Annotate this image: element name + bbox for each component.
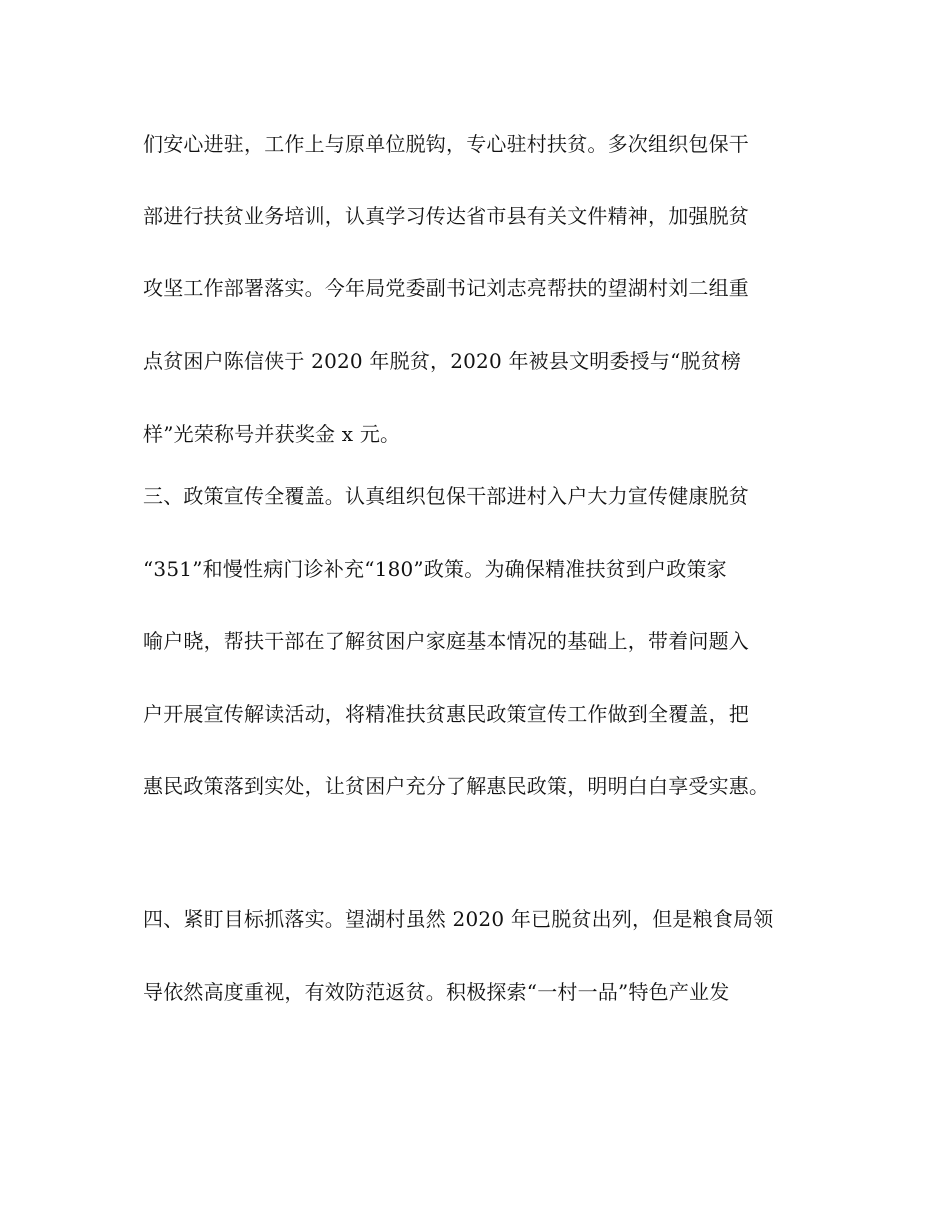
section-heading-line: 三、政策宣传全覆盖。认真组织包保干部进村入户大力宣传健康脱贫 — [143, 484, 749, 508]
body-text-line: 户开展宣传解读活动，将精准扶贫惠民政策宣传工作做到全覆盖，把 — [143, 702, 749, 726]
body-text-line: 导依然高度重视，有效防范返贫。积极探索“一村一品”特色产业发 — [143, 980, 730, 1004]
body-text-line: “351”和慢性病门诊补充“180”政策。为确保精准扶贫到户政策家 — [143, 557, 727, 581]
body-text-line: 惠民政策落到实处，让贫困户充分了解惠民政策，明明白白享受实惠。 — [143, 774, 770, 798]
body-text-line: 点贫困户陈信侠于 2020 年脱贫，2020 年被县文明委授与“脱贫榜 — [143, 349, 742, 373]
body-text-line: 样”光荣称号并获奖金 x 元。 — [143, 422, 401, 446]
body-text-line: 喻户晓，帮扶干部在了解贫困户家庭基本情况的基础上，带着问题入 — [143, 629, 749, 653]
body-text-line: 部进行扶贫业务培训，认真学习传达省市县有关文件精神，加强脱贫 — [143, 204, 749, 228]
body-text-line: 们安心进驻，工作上与原单位脱钩，专心驻村扶贫。多次组织包保干 — [143, 132, 749, 156]
section-heading-line: 四、紧盯目标抓落实。望湖村虽然 2020 年已脱贫出列，但是粮食局领 — [143, 907, 774, 931]
body-text-line: 攻坚工作部署落实。今年局党委副书记刘志亮帮扶的望湖村刘二组重 — [143, 276, 749, 300]
